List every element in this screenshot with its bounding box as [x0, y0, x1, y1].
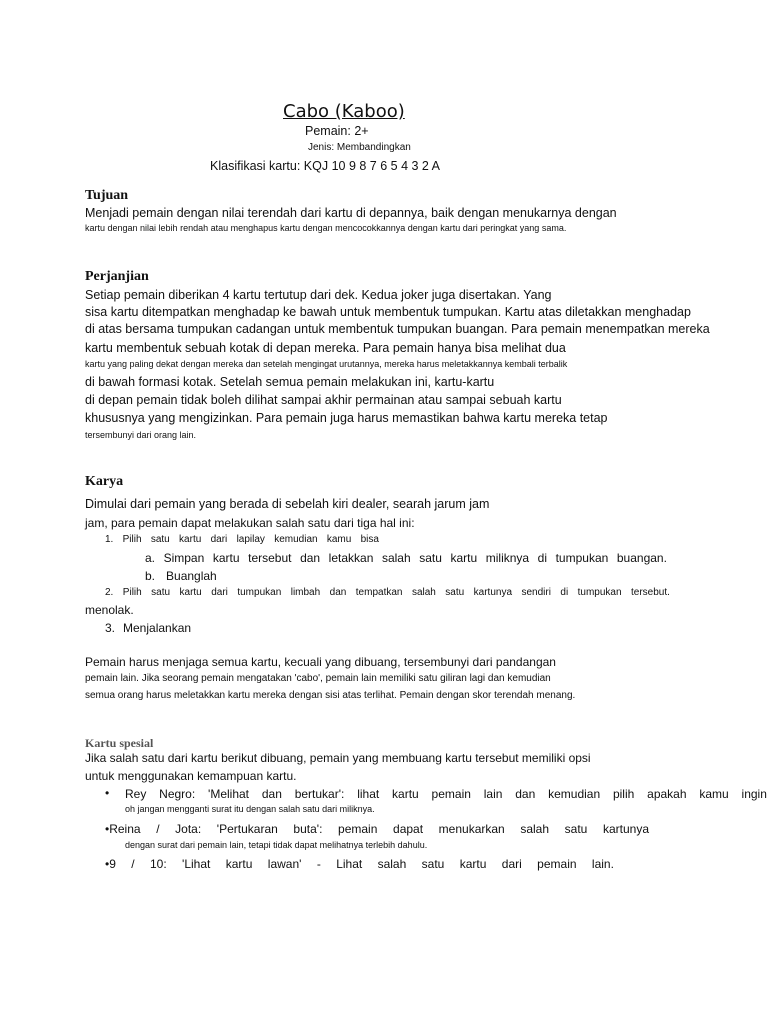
card-ranking: Klasifikasi kartu: KQJ 10 9 8 7 6 5 4 3 2 A [210, 159, 440, 173]
karya-paragraph: Pemain harus menjaga semua kartu, kecuali yang dibuang, tersembunyi dari pandangan [85, 655, 556, 669]
karya-paragraph: semua orang harus meletakkan kartu mereka dengan sisi atas terlihat. Pemain dengan skor terendah menang. [85, 690, 576, 701]
section-heading-tujuan: Tujuan [85, 188, 129, 203]
bullet-icon: • [105, 786, 110, 800]
game-type: Jenis: Membandingkan [308, 142, 411, 153]
perjanjian-line: Setiap pemain diberikan 4 kartu tertutup dari dek. Kedua joker juga disertakan. Yang [85, 288, 552, 302]
list-item-2: 2. Pilih satu kartu dari tumpukan limbah dan tempatkan salah satu kartunya sendiri di tumpukan tersebut. [105, 587, 670, 598]
section-heading-karya: Karya [85, 474, 124, 489]
perjanjian-line: sisa kartu ditempatkan menghadap ke bawah untuk membentuk tumpukan. Kartu atas diletakkan menghadap [85, 305, 691, 319]
list-subitem-b: b. Buanglah [145, 569, 217, 583]
players-info: Pemain: 2+ [305, 124, 369, 138]
spesial-intro: Jika salah satu dari kartu berikut dibuang, pemain yang membuang kartu tersebut memiliki opsi [85, 751, 591, 765]
perjanjian-line: di bawah formasi kotak. Setelah semua pemain melakukan ini, kartu-kartu [85, 375, 495, 389]
list-item-3: 3. Menjalankan [105, 621, 192, 635]
tujuan-line: Menjadi pemain dengan nilai terendah dari kartu di depannya, baik dengan menukarnya dengan [85, 206, 617, 220]
perjanjian-line: tersembunyi dari orang lain. [85, 430, 197, 440]
karya-intro: jam, para pemain dapat melakukan salah satu dari tiga hal ini: [85, 516, 415, 530]
section-heading-kartu-spesial: Kartu spesial [85, 736, 154, 750]
document-title: Cabo (Kaboo) [283, 101, 405, 122]
section-heading-perjanjian: Perjanjian [85, 269, 149, 284]
tujuan-line: kartu dengan nilai lebih rendah atau menghapus kartu dengan mencocokkannya dengan kartu dari peringkat yang sama. [85, 223, 567, 233]
rey-negro-continuation: oh jangan mengganti surat itu dengan salah satu dari miliknya. [125, 804, 375, 814]
reina-jota-continuation: dengan surat dari pemain lain, tetapi tidak dapat melihatnya terlebih dahulu. [125, 840, 428, 850]
perjanjian-line: kartu yang paling dekat dengan mereka dan setelah mengingat urutannya, mereka harus meletakkannya kembali terbalik [85, 359, 568, 369]
perjanjian-line: kartu membentuk sebuah kotak di depan mereka. Para pemain hanya bisa melihat dua [85, 341, 566, 355]
list-item-1: 1. Pilih satu kartu dari lapilay kemudian kamu bisa [105, 534, 379, 545]
list-subitem-a: a. Simpan kartu tersebut dan letakkan salah satu kartu miliknya di tumpukan buangan. [145, 551, 667, 565]
nine-ten-item: •9 / 10: 'Lihat kartu lawan' - Lihat salah satu kartu dari pemain lain. [105, 857, 614, 871]
rey-negro-item: Rey Negro: 'Melihat dan bertukar': lihat kartu pemain lain dan kemudian pilih apakah kamu ingin [125, 787, 767, 801]
karya-continuation: menolak. [85, 603, 134, 617]
spesial-intro: untuk menggunakan kemampuan kartu. [85, 769, 297, 783]
perjanjian-line: khususnya yang mengizinkan. Para pemain juga harus memastikan bahwa kartu mereka tetap [85, 411, 608, 425]
reina-jota-item: •Reina / Jota: 'Pertukaran buta': pemain dapat menukarkan salah satu kartunya [105, 822, 649, 836]
perjanjian-line: di atas bersama tumpukan cadangan untuk membentuk tumpukan buangan. Para pemain menempatkan mereka [85, 322, 710, 336]
karya-paragraph: pemain lain. Jika seorang pemain mengatakan 'cabo', pemain lain memiliki satu giliran lagi dan kemudian [85, 673, 551, 684]
perjanjian-line: di depan pemain tidak boleh dilihat sampai akhir permainan atau sampai sebuah kartu [85, 393, 562, 407]
karya-intro: Dimulai dari pemain yang berada di sebelah kiri dealer, searah jarum jam [85, 497, 490, 511]
